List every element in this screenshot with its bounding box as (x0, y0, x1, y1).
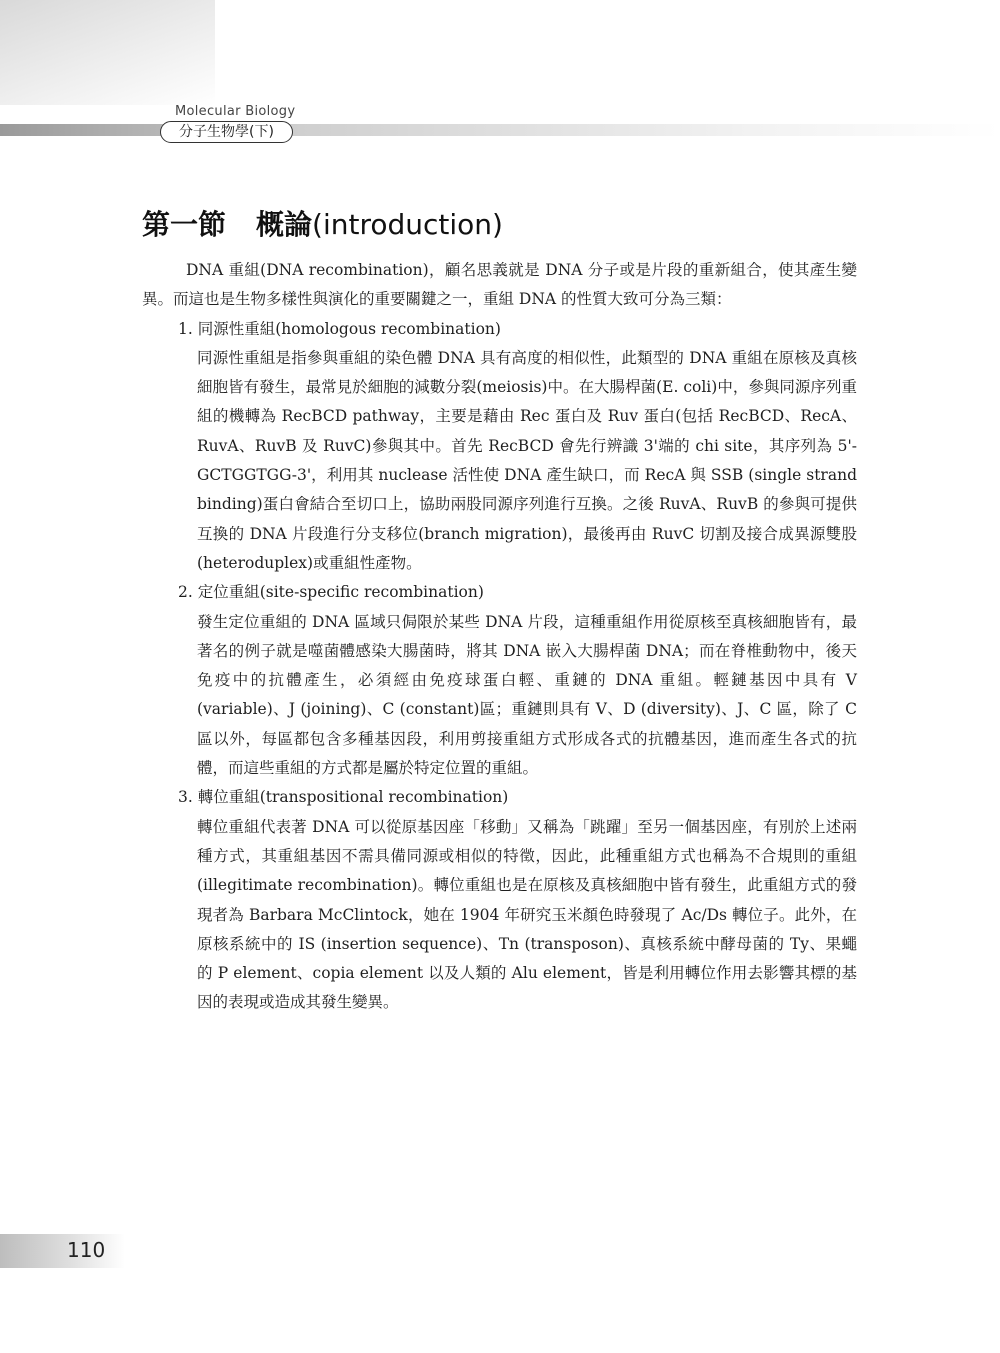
item-heading-homologous: 1. 同源性重組(homologous recombination) (178, 319, 501, 338)
section-number: 第一節 (142, 208, 227, 241)
page-number-tab (0, 1234, 125, 1268)
body-content (142, 256, 857, 1018)
item-heading-site-specific: 2. 定位重組(site-specific recombination) (178, 583, 484, 602)
section-title-zh: 概論 (256, 208, 313, 241)
running-header-chinese: 分子生物學(下) (160, 121, 293, 143)
item-heading-transpositional: 3. 轉位重組(transpositional recombination) (178, 788, 509, 807)
running-header-english: Molecular Biology (175, 104, 296, 119)
header-corner-shade (0, 0, 215, 105)
section-title-en: (introduction) (312, 208, 503, 241)
item-body-site-specific: 發生定位重組的 DNA 區域只侷限於某些 DNA 片段，這種重組作用從原核至真核細胞皆有，最著名的例子就是噬菌體感染大腸菌時，將其 DNA 嵌入大腸桿菌 DNA；而在脊椎動物中，後天免疫中的抗體產生，必須經由免疫球蛋白輕、重鏈的 DNA 重組。輕鏈基因中具有 V (variable)、J (joining)、C (constant)區；重鏈則具有 V、D (diversity)、J、C 區，除了 C 區以外，每區都包含多種基因段，利用剪接重組方式形成各式的抗體基因，進而產生各式的抗體，而這些重組的方式都是屬於特定位置的重組。 (197, 612, 857, 778)
item-body-homologous: 同源性重組是指參與重組的染色體 DNA 具有高度的相似性，此類型的 DNA 重組在原核及真核細胞皆有發生，最常見於細胞的減數分裂(meiosis)中。在大腸桿菌(E. coli)中，參與同源序列重組的機轉為 RecBCD pathway，主要是藉由 Rec 蛋白及 Ruv 蛋白(包括 RecBCD、RecA、RuvA、RuvB 及 RuvC)參與其中。首先 RecBCD 會先行辨識 3'端的 chi site，其序列為 5'-GCTGGTGG-3'，利用其 nuclease 活性使 DNA 產生缺口，而 RecA 與 SSB (single strand binding)蛋白會結合至切口上，協助兩股同源序列進行互換。之後 RuvA、RuvB 的參與可提供互換的 DNA 片段進行分支移位(branch migration)，最後再由 RuvC 切割及接合成異源雙股(heteroduplex)或重組性產物。 (197, 348, 857, 572)
section-title (142, 203, 503, 243)
page-number: 110 (67, 1238, 106, 1262)
intro-paragraph: DNA 重組(DNA recombination)，顧名思義就是 DNA 分子或是片段的重新組合，使其產生變異。而這也是生物多樣性與演化的重要關鍵之一，重組 DNA 的性質大致可分為三類： (142, 261, 857, 309)
item-body-transpositional: 轉位重組代表著 DNA 可以從原基因座「移動」又稱為「跳躍」至另一個基因座，有別於上述兩種方式，其重組基因不需具備同源或相似的特徵，因此，此種重組方式也稱為不合規則的重組(illegitimate recombination)。轉位重組也是在原核及真核細胞中皆有發生，此重組方式的發現者為 Barbara McClintock，她在 1904 年研究玉米顏色時發現了 Ac/Ds 轉位子。此外，在原核系統中的 IS (insertion sequence)、Tn (transposon)、真核系統中酵母菌的 Ty、果蠅的 P element、copia element 以及人類的 Alu element，皆是利用轉位作用去影響其標的基因的表現或造成其發生變異。 (197, 817, 857, 1012)
header-rule (0, 124, 1000, 136)
